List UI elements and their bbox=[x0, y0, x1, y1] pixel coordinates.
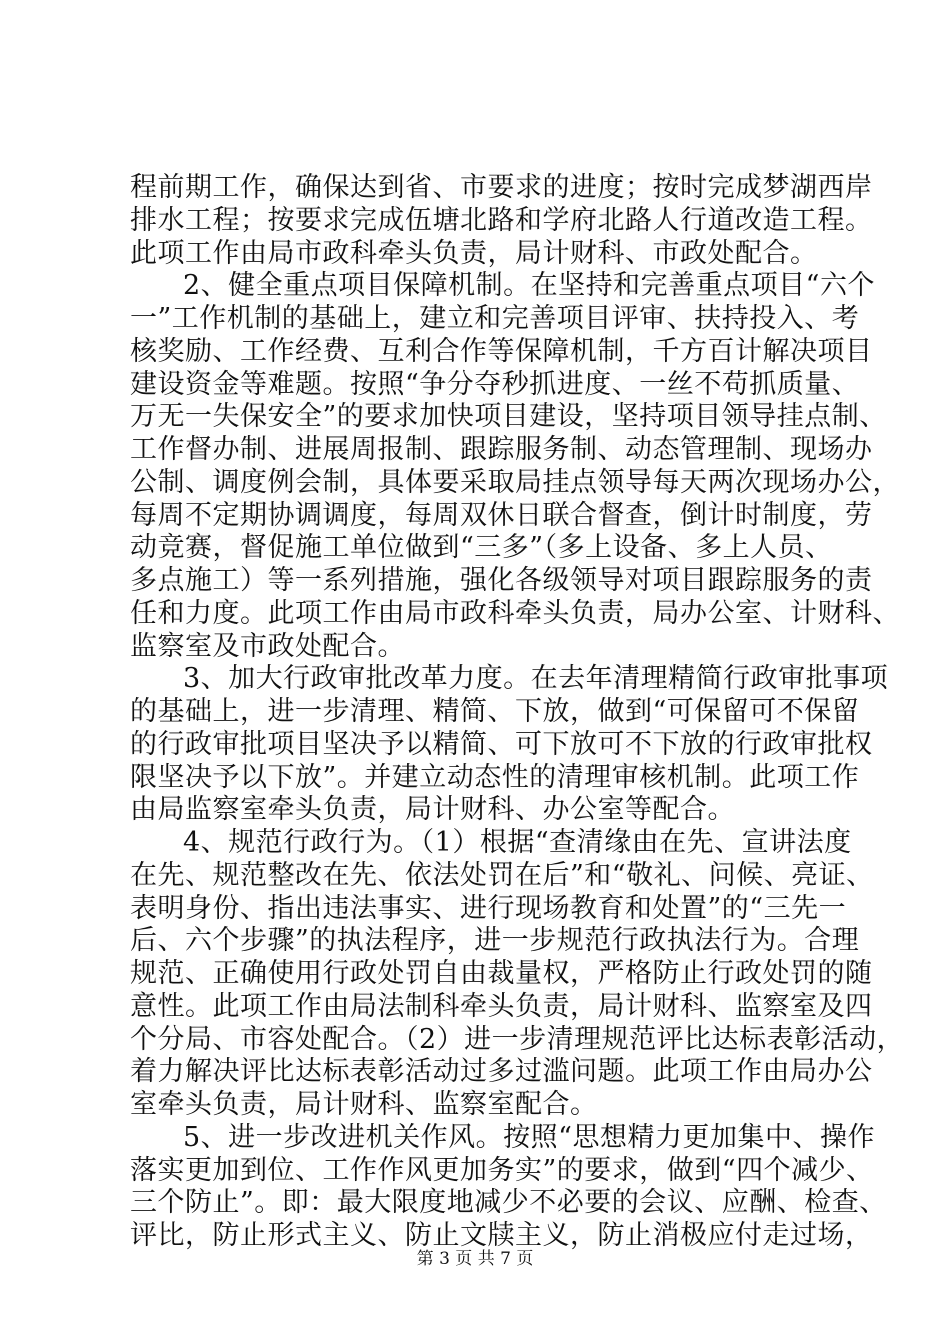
text-line: 万无一失保安全”的要求加快项目建设，坚持项目领导挂点制、 bbox=[130, 401, 887, 433]
page-number-label: 第 3 页 共 7 页 bbox=[416, 1249, 534, 1269]
document-body bbox=[130, 172, 905, 1253]
text-line: 个分局、市容处配合。（2）进一步清理规范评比达标表彰活动， bbox=[130, 1023, 905, 1055]
text-line: 表明身份、指出违法事实、进行现场教育和处置”的“三先一 bbox=[130, 892, 847, 924]
text-line: 建设资金等难题。按照“争分夺秒抓进度、一丝不苟抓质量、 bbox=[130, 368, 860, 400]
text-line: 程前期工作，确保达到省、市要求的进度；按时完成梦湖西岸 bbox=[130, 172, 873, 203]
page-footer bbox=[0, 1247, 950, 1271]
paragraph-4-start: 4、规范行政行为。（1）根据“查清缘由在先、宣讲法度 bbox=[183, 827, 852, 858]
text-line: 一”工作机制的基础上，建立和完善项目评审、扶持投入、考 bbox=[130, 303, 860, 334]
text-line: 监察室及市政处配合。 bbox=[130, 630, 405, 662]
text-line: 动竞赛，督促施工单位做到“三多”（多上设备、多上人员、 bbox=[130, 532, 833, 564]
text-line: 限坚决予以下放”。并建立动态性的清理审核机制。此项工作 bbox=[130, 761, 860, 793]
text-line: 此项工作由局市政科牵头负责，局计财科、市政处配合。 bbox=[130, 237, 818, 269]
text-line: 着力解决评比达标表彰活动过多过滥问题。此项工作由局办公 bbox=[130, 1056, 873, 1088]
text-line: 每周不定期协调调度，每周双休日联合督查，倒计时制度，劳 bbox=[130, 499, 873, 531]
text-line: 的行政审批项目坚决予以精简、可下放可不下放的行政审批权 bbox=[130, 728, 873, 760]
text-line: 任和力度。此项工作由局市政科牵头负责，局办公室、计财科、 bbox=[130, 597, 900, 629]
text-line: 多点施工）等一系列措施，强化各级领导对项目跟踪服务的责 bbox=[130, 565, 873, 596]
paragraph-3-start: 3、加大行政审批改革力度。在去年清理精简行政审批事项 bbox=[183, 663, 889, 695]
text-line: 意性。此项工作由局法制科牵头负责，局计财科、监察室及四 bbox=[130, 990, 873, 1022]
text-line: 排水工程；按要求完成伍塘北路和学府北路人行道改造工程。 bbox=[130, 204, 873, 236]
text-line: 工作督办制、进展周报制、跟踪服务制、动态管理制、现场办 bbox=[130, 434, 873, 465]
text-line: 落实更加到位、工作作风更加务实”的要求，做到“四个减少、 bbox=[130, 1154, 874, 1186]
text-line: 由局监察室牵头负责，局计财科、办公室等配合。 bbox=[130, 794, 735, 826]
text-line: 的基础上，进一步清理、精简、下放，做到“可保留可不保留 bbox=[130, 696, 860, 727]
paragraph-5-start: 5、进一步改进机关作风。按照“思想精力更加集中、操作 bbox=[183, 1121, 875, 1153]
text-line: 规范、正确使用行政处罚自由裁量权，严格防止行政处罚的随 bbox=[130, 958, 873, 989]
text-line: 在先、规范整改在先、依法处罚在后”和“敬礼、问候、亮证、 bbox=[130, 859, 874, 891]
text-line: 核奖励、工作经费、互利合作等保障机制，千方百计解决项目 bbox=[130, 335, 873, 367]
text-line: 后、六个步骤”的执法程序，进一步规范行政执法行为。合理 bbox=[130, 925, 860, 957]
text-line: 室牵头负责，局计财科、监察室配合。 bbox=[130, 1089, 598, 1120]
paragraph-2-start: 2、健全重点项目保障机制。在坚持和完善重点项目“六个 bbox=[183, 270, 875, 302]
text-line: 评比，防止形式主义、防止文牍主义，防止消极应付走过场， bbox=[130, 1220, 873, 1251]
text-line: 三个防止”。即：最大限度地减少不必要的会议、应酬、检查、 bbox=[130, 1187, 887, 1219]
text-line: 公制、调度例会制，具体要采取局挂点领导每天两次现场办公， bbox=[130, 466, 900, 498]
